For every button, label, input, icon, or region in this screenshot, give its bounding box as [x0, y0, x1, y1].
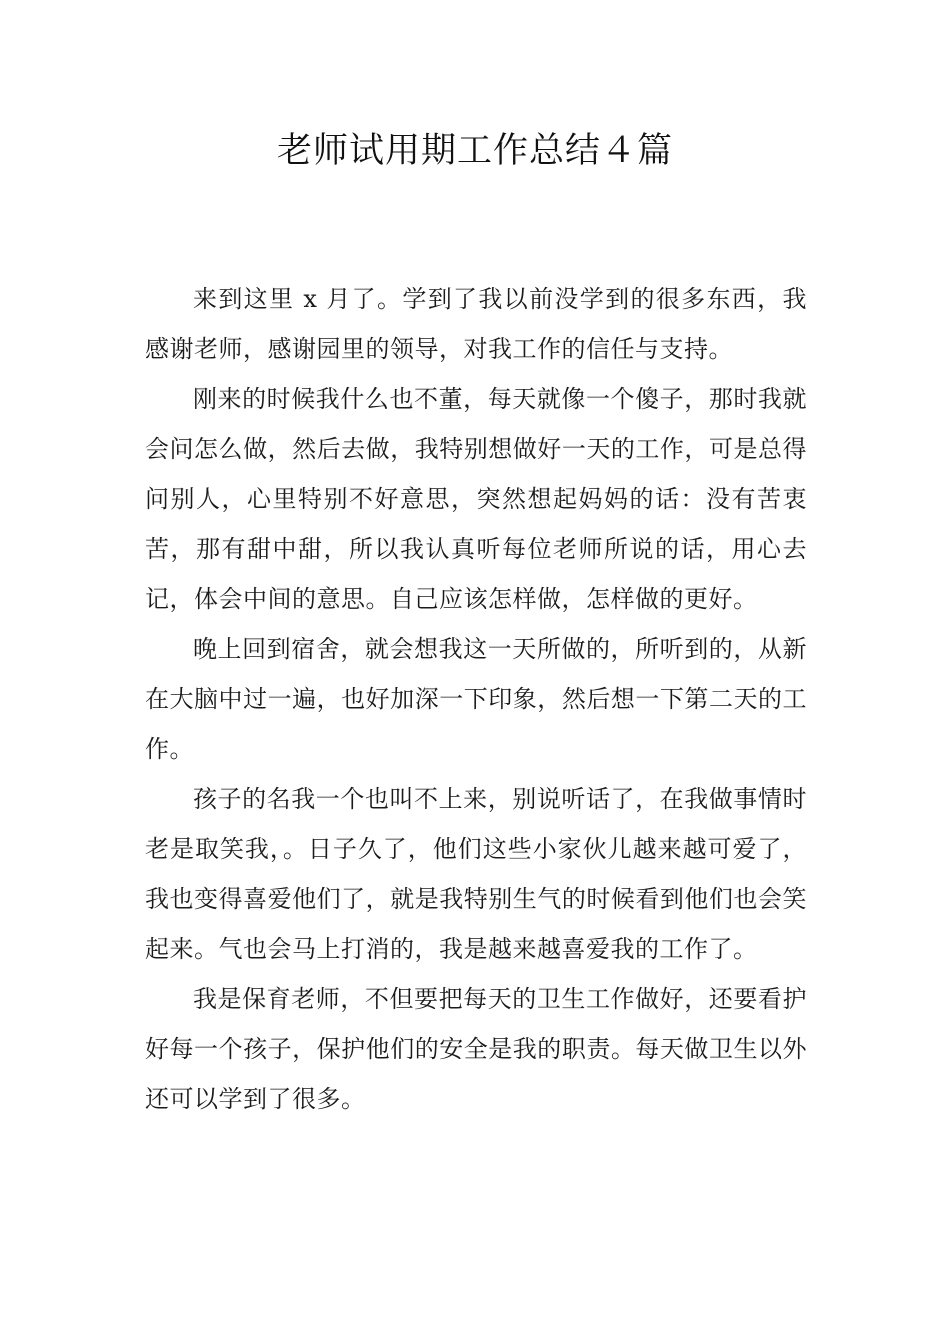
- paragraph: 刚来的时候我什么也不董，每天就像一个傻子，那时我就会问怎么做，然后去做，我特别想做好一天的工作，可是总得问别人，心里特别不好意思，突然想起妈妈的话：没有苦衷苦，那有甜中甜，所以我认真听每位老师所说的话，用心去记，体会中间的意思。自己应该怎样做，怎样做的更好。: [145, 385, 807, 613]
- paragraph: 孩子的名我一个也叫不上来，别说听话了，在我做事情时老是取笑我，。日子久了，他们这些小家伙儿越来越可爱了，我也变得喜爱他们了，就是我特别生气的时候看到他们也会笑起来。气也会马上打消的，我是越来越喜爱我的工作了。: [145, 785, 807, 963]
- document-title: 老师试用期工作总结４篇: [276, 131, 673, 171]
- paragraph: 来到这里 x 月了。学到了我以前没学到的很多东西，我感谢老师，感谢园里的领导，对我工作的信任与支持。: [145, 285, 807, 363]
- paragraph: 我是保育老师，不但要把每天的卫生工作做好，还要看护好每一个孩子，保护他们的安全是我的职责。每天做卫生以外还可以学到了很多。: [145, 985, 807, 1113]
- paragraph: 晚上回到宿舍，就会想我这一天所做的，所听到的，从新在大脑中过一遍，也好加深一下印象，然后想一下第二天的工作。: [145, 635, 807, 763]
- document-body: [145, 274, 807, 1124]
